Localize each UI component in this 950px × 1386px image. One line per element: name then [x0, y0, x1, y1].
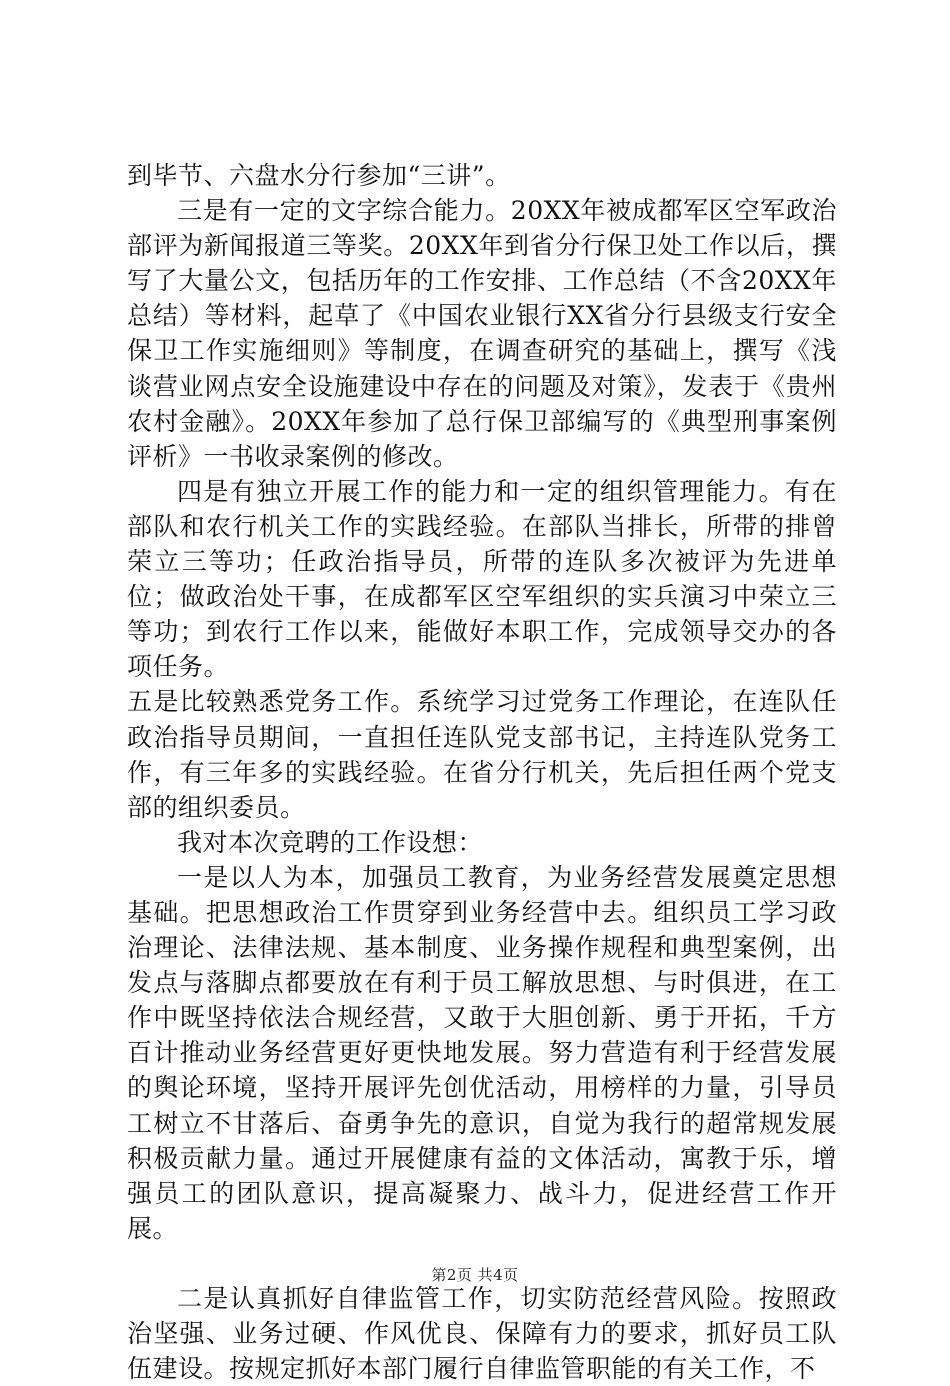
paragraph-plan-one: 一是以人为本，加强员工教育，为业务经营发展奠定思想基础。把思想政治工作贯穿到业务经营中去。组织员工学习政治理论、法律法规、基本制度、业务操作规程和典型案例，出发点与落脚点都要放在有利于员工解放思想、与时俱进，在工作中既坚持依法合规经营，又敢于大胆创新、勇于开拓，千方百计推动业务经营更好更快地发展。努力营造有利于经营发展的舆论环境，坚持开展评先创优活动，用榜样的力量，引导员工树立不甘落后、奋勇争先的意识，自觉为我行的超常规发展积极贡献力量。通过开展健康有益的文体活动，寓教于乐，增强员工的团队意识，提高凝聚力、战斗力，促进经营工作开展。 [127, 862, 837, 1243]
paragraph-management-ability: 四是有独立开展工作的能力和一定的组织管理能力。有在部队和农行机关工作的实践经验。在部队当排长，所带的排曾荣立三等功；任政治指导员，所带的连队多次被评为先进单位；做政治处干事，在成都军区空军组织的实兵演习中荣立三等功；到农行工作以来，能做好本职工作，完成领导交办的各项任务。 [127, 476, 837, 682]
document-body [127, 158, 837, 1386]
paragraph-writing-ability: 三是有一定的文字综合能力。20XX年被成都军区空军政治部评为新闻报道三等奖。20XX年到省分行保卫处工作以后，撰写了大量公文，包括历年的工作安排、工作总结（不含20XX年总结）等材料，起草了《中国农业银行XX省分行县级支行安全保卫工作实施细则》等制度，在调查研究的基础上，撰写《浅谈营业网点安全设施建设中存在的问题及对策》，发表于《贵州农村金融》。20XX年参加了总行保卫部编写的《典型刑事案例评析》一书收录案例的修改。 [127, 196, 837, 471]
paragraph-party-work: 五是比较熟悉党务工作。系统学习过党务工作理论，在连队任政治指导员期间，一直担任连队党支部书记，主持连队党务工作，有三年多的实践经验。在省分行机关，先后担任两个党支部的组织委员。 [127, 687, 837, 822]
paragraph-work-plan-heading: 我对本次竞聘的工作设想： [177, 827, 484, 857]
paragraph-continuation: 到毕节、六盘水分行参加“三讲”。 [127, 161, 511, 190]
page-number-footer: 第2页 共4页 [431, 1266, 519, 1284]
paragraph-plan-two: 二是认真抓好自律监管工作，切实防范经营风险。按照政治坚强、业务过硬、作风优良、保障有力的要求，抓好员工队伍建设。按规定抓好本部门履行自律监管职能的有关工作，不 [127, 1283, 837, 1384]
